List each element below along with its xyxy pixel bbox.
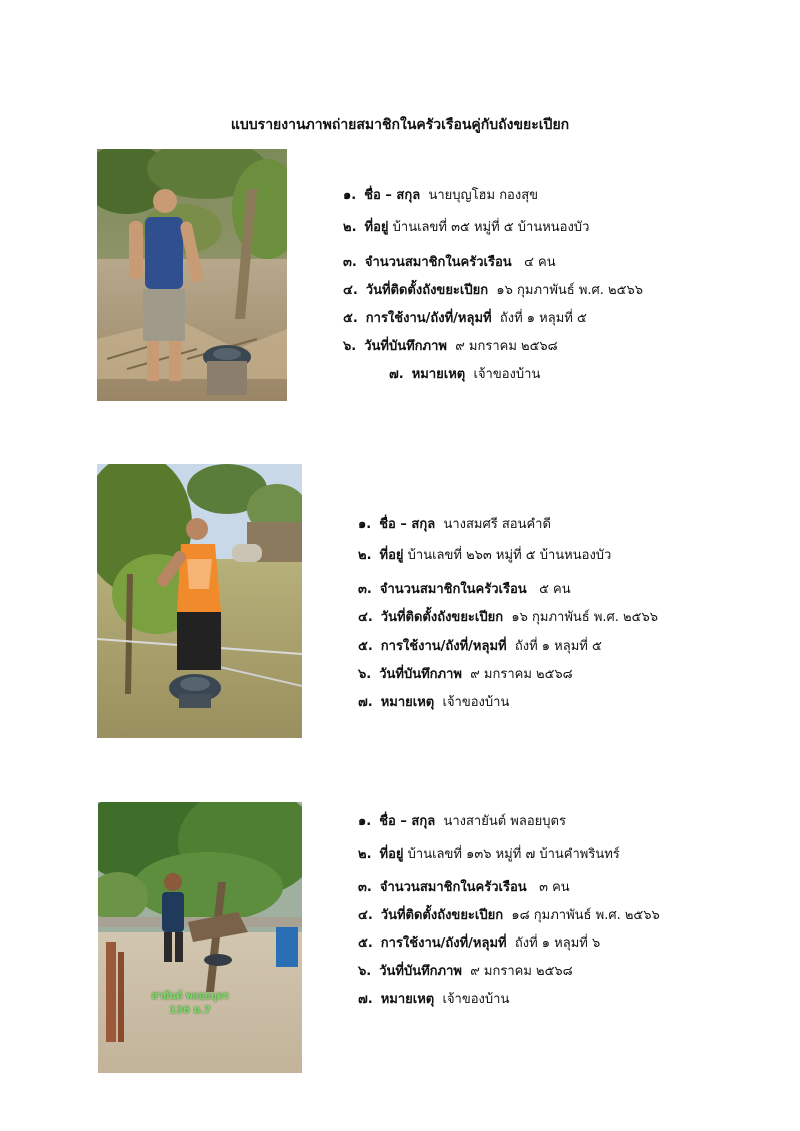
install-date-label: วันที่ติดตั้งถังขยะเปียก xyxy=(365,283,489,298)
household-photo-2 xyxy=(97,464,302,738)
members-value: ๕ คน xyxy=(539,582,571,597)
address-line: ๒. ที่อยู่ บ้านเลขที่ ๑๓๖ หมู่ที่ ๗ บ้านคำพรินทร์ xyxy=(358,847,620,862)
remark-value: เจ้าของบ้าน xyxy=(473,367,541,382)
photo-date-label: วันที่บันทึกภาพ xyxy=(379,667,462,682)
install-date-value: ๑๘ กุมภาพันธ์ พ.ศ. ๒๕๖๖ xyxy=(511,908,660,923)
household-record-2 xyxy=(358,518,698,718)
install-date-line: ๔. วันที่ติดตั้งถังขยะเปียก ๑๖ กุมภาพันธ์ พ.ศ. ๒๕๖๖ xyxy=(358,610,658,625)
members-line: ๓. จำนวนสมาชิกในครัวเรือน ๕ คน xyxy=(358,582,571,597)
household-record-1 xyxy=(343,189,673,389)
members-label: จำนวนสมาชิกในครัวเรือน xyxy=(364,255,512,270)
name-line: ๑. ชื่อ – สกุล นางสมศรี สอนคำดี xyxy=(358,517,551,532)
photo-date-line: ๖. วันที่บันทึกภาพ ๙ มกราคม ๒๕๖๘ xyxy=(358,667,573,682)
install-date-value: ๑๖ กุมภาพันธ์ พ.ศ. ๒๕๖๖ xyxy=(496,283,643,298)
remark-value: เจ้าของบ้าน xyxy=(442,992,510,1007)
usage-label: การใช้งาน/ถังที่/หลุมที่ xyxy=(365,311,492,326)
members-line: ๓. จำนวนสมาชิกในครัวเรือน ๔ คน xyxy=(343,255,556,270)
photo-date-line: ๖. วันที่บันทึกภาพ ๙ มกราคม ๒๕๖๘ xyxy=(343,339,558,354)
name-label: ชื่อ – สกุล xyxy=(364,188,421,203)
photo-date-value: ๙ มกราคม ๒๕๖๘ xyxy=(455,339,558,354)
address-label: ที่อยู่ xyxy=(379,847,404,862)
remark-label: หมายเหตุ xyxy=(411,367,466,382)
remark-label: หมายเหตุ xyxy=(380,695,435,710)
members-value: ๔ คน xyxy=(524,255,556,270)
address-line: ๒. ที่อยู่ บ้านเลขที่ ๓๕ หมู่ที่ ๕ บ้านหนองบัว xyxy=(343,220,590,235)
install-date-line: ๔. วันที่ติดตั้งถังขยะเปียก ๑๘ กุมภาพันธ์ พ.ศ. ๒๕๖๖ xyxy=(358,908,660,923)
remark-value: เจ้าของบ้าน xyxy=(442,695,510,710)
remark-line: ๗. หมายเหตุ เจ้าของบ้าน xyxy=(389,367,541,382)
name-label: ชื่อ – สกุล xyxy=(379,517,436,532)
remark-line: ๗. หมายเหตุ เจ้าของบ้าน xyxy=(358,695,510,710)
usage-line: ๕. การใช้งาน/ถังที่/หลุมที่ ถังที่ ๑ หลุมที่ ๖ xyxy=(358,936,601,951)
name-label: ชื่อ – สกุล xyxy=(379,814,436,829)
address-value: บ้านเลขที่ ๒๖๓ หมู่ที่ ๕ บ้านหนองบัว xyxy=(407,548,612,563)
address-line: ๒. ที่อยู่ บ้านเลขที่ ๒๖๓ หมู่ที่ ๕ บ้านหนองบัว xyxy=(358,548,612,563)
household-photo-3 xyxy=(98,802,302,1073)
usage-line: ๕. การใช้งาน/ถังที่/หลุมที่ ถังที่ ๑ หลุมที่ ๕ xyxy=(343,311,587,326)
remark-label: หมายเหตุ xyxy=(380,992,435,1007)
install-date-label: วันที่ติดตั้งถังขยะเปียก xyxy=(380,610,504,625)
photo-overlay-caption xyxy=(120,990,260,1017)
usage-value: ถังที่ ๑ หลุมที่ ๕ xyxy=(499,311,587,326)
members-label: จำนวนสมาชิกในครัวเรือน xyxy=(379,880,527,895)
photo-date-value: ๙ มกราคม ๒๕๖๘ xyxy=(470,667,573,682)
members-line: ๓. จำนวนสมาชิกในครัวเรือน ๓ คน xyxy=(358,880,570,895)
install-date-label: วันที่ติดตั้งถังขยะเปียก xyxy=(380,908,504,923)
name-line: ๑. ชื่อ – สกุล นายบุญโฮม กองสุข xyxy=(343,188,539,203)
install-date-line: ๔. วันที่ติดตั้งถังขยะเปียก ๑๖ กุมภาพันธ์ พ.ศ. ๒๕๖๖ xyxy=(343,283,643,298)
usage-line: ๕. การใช้งาน/ถังที่/หลุมที่ ถังที่ ๑ หลุมที่ ๕ xyxy=(358,639,602,654)
address-label: ที่อยู่ xyxy=(364,220,389,235)
members-value: ๓ คน xyxy=(539,880,570,895)
name-value: นางสมศรี สอนคำดี xyxy=(443,517,551,532)
photo-date-line: ๖. วันที่บันทึกภาพ ๙ มกราคม ๒๕๖๘ xyxy=(358,964,573,979)
overlay-name: สายันต์ พลอยบุตร xyxy=(151,991,229,1002)
members-label: จำนวนสมาชิกในครัวเรือน xyxy=(379,582,527,597)
usage-value: ถังที่ ๑ หลุมที่ ๕ xyxy=(514,639,602,654)
address-value: บ้านเลขที่ ๓๕ หมู่ที่ ๕ บ้านหนองบัว xyxy=(392,220,590,235)
photo-date-label: วันที่บันทึกภาพ xyxy=(364,339,447,354)
name-value: นางสายันต์ พลอยบุตร xyxy=(443,814,566,829)
overlay-address: 136 ม.7 xyxy=(169,1004,211,1016)
address-label: ที่อยู่ xyxy=(379,548,404,563)
address-value: บ้านเลขที่ ๑๓๖ หมู่ที่ ๗ บ้านคำพรินทร์ xyxy=(407,847,620,862)
household-record-3 xyxy=(358,815,698,1015)
usage-label: การใช้งาน/ถังที่/หลุมที่ xyxy=(380,936,507,951)
usage-label: การใช้งาน/ถังที่/หลุมที่ xyxy=(380,639,507,654)
name-line: ๑. ชื่อ – สกุล นางสายันต์ พลอยบุตร xyxy=(358,814,566,829)
name-value: นายบุญโฮม กองสุข xyxy=(428,188,539,203)
photo-date-value: ๙ มกราคม ๒๕๖๘ xyxy=(470,964,573,979)
household-photo-1 xyxy=(97,149,287,401)
page-title: แบบรายงานภาพถ่ายสมาชิกในครัวเรือนคู่กับถังขยะเปียก xyxy=(230,117,570,133)
photo-date-label: วันที่บันทึกภาพ xyxy=(379,964,462,979)
usage-value: ถังที่ ๑ หลุมที่ ๖ xyxy=(514,936,601,951)
install-date-value: ๑๖ กุมภาพันธ์ พ.ศ. ๒๕๖๖ xyxy=(511,610,658,625)
remark-line: ๗. หมายเหตุ เจ้าของบ้าน xyxy=(358,992,510,1007)
